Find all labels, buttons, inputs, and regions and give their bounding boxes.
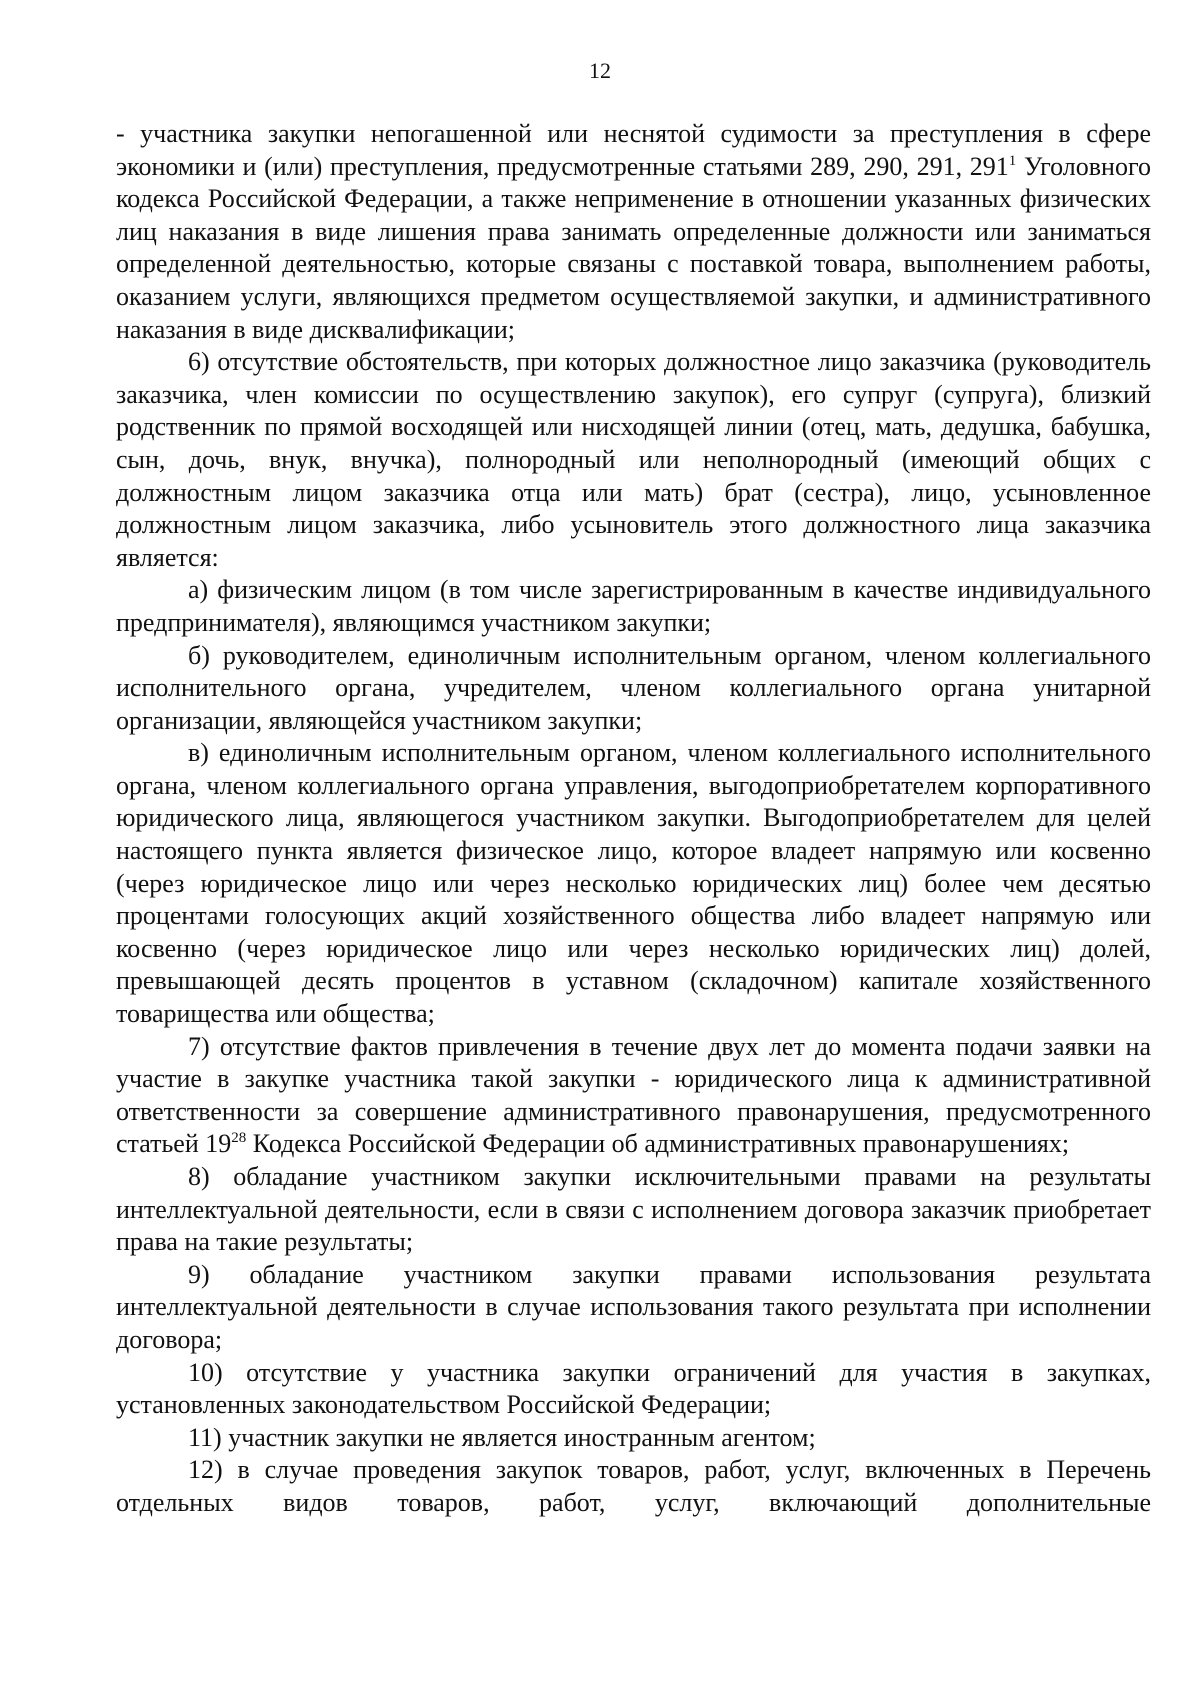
paragraph-subitem-b: [116, 640, 1151, 738]
paragraph-item-9: [116, 1259, 1151, 1357]
paragraph-text: 6) отсутствие обстоятельств, при которых должностное лицо заказчика (руководитель заказчика, член комиссии по осуществлению закупок), его супруг (супруга), близкий родственник по прямой восходящей или нисходящей линии (отец, мать, дедушка, бабушка, сын, дочь, внук, внучка), полнородный или неполнородный (имеющий общих с должностным лицом заказчика отца или мать) брат (сестра), лицо, усыновленное должностным лицом заказчика, либо усыновитель этого должностного лица заказчика является:: [116, 347, 1151, 572]
document-body: [116, 118, 1151, 1520]
paragraph-subitem-a: [116, 574, 1151, 639]
paragraph-text: 11) участник закупки не является иностранным агентом;: [188, 1422, 816, 1452]
paragraph-text: 7) отсутствие фактов привлечения в течение двух лет до момента подачи заявки на участие в закупке участника такой закупки - юридического лица к административной ответственности за совершение административного правонарушения, предусмотренного статьей 19: [116, 1031, 1151, 1159]
paragraph-item-10: [116, 1357, 1151, 1422]
paragraph-item-continuation: [116, 118, 1151, 346]
paragraph-text: 10) отсутствие у участника закупки ограничений для участия в закупках, установленных законодательством Российской Федерации;: [116, 1357, 1151, 1420]
paragraph-text: б) руководителем, единоличным исполнительным органом, членом коллегиального исполнительного органа, учредителем, членом коллегиального органа унитарной организации, являющейся участником закупки;: [116, 640, 1151, 735]
page-number: 12: [589, 58, 611, 83]
paragraph-text: в) единоличным исполнительным органом, членом коллегиального исполнительного органа, членом коллегиального органа управления, выгодоприобретателем корпоративного юридического лица, являющегося участником закупки. Выгодоприобретателем для целей настоящего пункта является физическое лицо, которое владеет напрямую или косвенно (через юридическое лицо или через несколько юридических лиц) более чем десятью процентами голосующих акций хозяйственного общества либо владеет напрямую или косвенно (через юридическое лицо или через несколько юридических лиц) долей, превышающей десять процентов в уставном (складочном) капитале хозяйственного товарищества или общества;: [116, 738, 1151, 1029]
paragraph-subitem-v: [116, 737, 1151, 1030]
paragraph-text: 12) в случае проведения закупок товаров, работ, услуг, включенных в Перечень отдельных видов товаров, работ, услуг, включающий дополнительные: [116, 1455, 1151, 1517]
superscript: 28: [231, 1130, 247, 1147]
paragraph-item-6: [116, 346, 1151, 574]
paragraph-text: - участника закупки непогашенной или неснятой судимости за преступления в сфере экономики и (или) преступления, предусмотренные статьями 289, 290, 291, 291: [116, 119, 1151, 181]
paragraph-item-8: [116, 1161, 1151, 1259]
paragraph-text-after: Кодекса Российской Федерации об административных правонарушениях;: [246, 1129, 1070, 1159]
paragraph-text: а) физическим лицом (в том числе зарегистрированным в качестве индивидуального предпринимателя), являющимся участником закупки;: [116, 575, 1151, 637]
paragraph-item-12: [116, 1454, 1151, 1519]
paragraph-item-11: [116, 1422, 1151, 1455]
paragraph-text-after: Уголовного кодекса Российской Федерации, а также неприменение в отношении указанных физических лиц наказания в виде лишения права занимать определенные должности или заниматься определенной деятельностью, которые связаны с поставкой товара, выполнением работы, оказанием услуги, являющихся предметом осуществляемой закупки, и административного наказания в виде дисквалификации;: [116, 151, 1151, 344]
paragraph-text: 8) обладание участником закупки исключительными правами на результаты интеллектуальной деятельности, если в связи с исполнением договора заказчик приобретает права на такие результаты;: [116, 1162, 1151, 1257]
superscript: 1: [1008, 152, 1017, 169]
paragraph-text: 9) обладание участником закупки правами использования результата интеллектуальной деятельности в случае использования такого результата при исполнении договора;: [116, 1259, 1151, 1354]
paragraph-item-7: [116, 1031, 1151, 1161]
